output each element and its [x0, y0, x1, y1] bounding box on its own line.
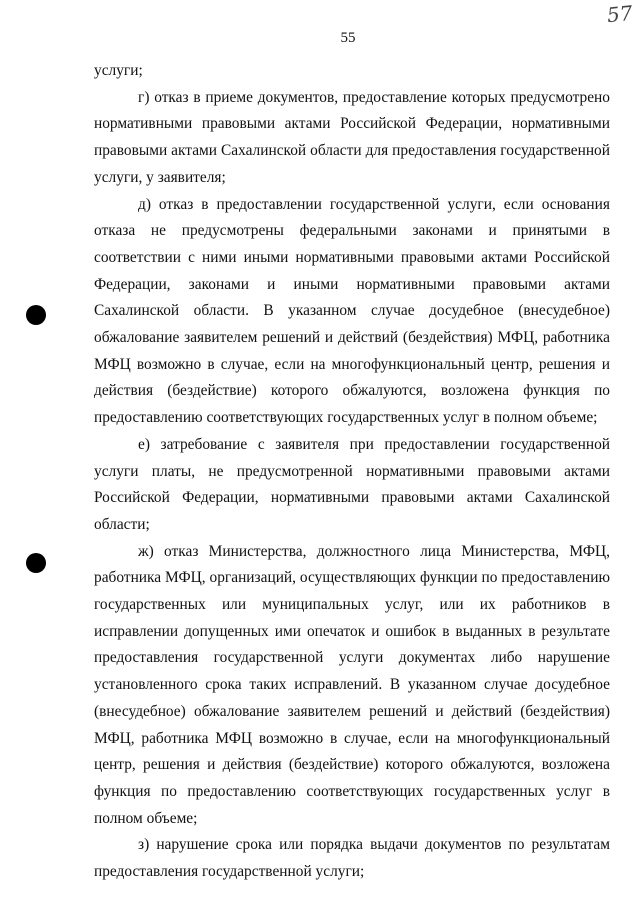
paragraph-item-z: з) нарушение срока или порядка выдачи документов по результатам предоставления государственной услуги; — [94, 836, 610, 881]
punch-hole-dot — [26, 305, 46, 325]
document-body — [94, 58, 610, 886]
paragraph-item-d: д) отказ в предоставлении государственной услуги, если основания отказа не предусмотрены федеральными законами и принятыми в соответствии с ними иными нормативными правовыми актами Российской Федерации, законами и иными нормативными правовыми актами Сахалинской области. В указанном случае досудебное (внесудебное) обжалование заявителем решений и действий (бездействия) МФЦ, работника МФЦ возможно в случае, если на многофункциональный центр, решения и действия (бездействие) которого обжалуются, возложена функция по предоставлению соответствующих государственных услуг в полном объеме; — [94, 195, 610, 427]
punch-hole-dot — [26, 553, 46, 573]
paragraph-item-g: г) отказ в приеме документов, предоставление которых предусмотрено нормативными правовыми актами Российской Федерации, нормативными правовыми актами Сахалинской области для предоставления государственной услуги, у заявителя; — [94, 88, 610, 186]
paragraph-item-e: е) затребование с заявителя при предоставлении государственной услуги платы, не предусмотренной нормативными правовыми актами Российской Федерации, нормативными правовыми актами Сахалинской области; — [94, 435, 610, 533]
paragraph-continuation: услуги; — [94, 62, 143, 79]
paragraph-item-zh: ж) отказ Министерства, должностного лица Министерства, МФЦ, работника МФЦ, организаций, осуществляющих функции по предоставлению государственных или муниципальных услуг, или их работников в исправлении допущенных ими опечаток и ошибок в выданных в результате предоставления государственной услуги документах либо нарушение установленного срока таких исправлений. В указанном случае досудебное (внесудебное) обжалование заявителем решений и действий (бездействия) МФЦ, работника МФЦ возможно в случае, если на многофункциональный центр, решения и действия (бездействие) которого обжалуются, возложена функция по предоставлению соответствующих государственных услуг в полном объеме; — [94, 542, 610, 827]
handwritten-page-number: 57 — [605, 0, 634, 28]
page-number: 55 — [340, 30, 356, 46]
